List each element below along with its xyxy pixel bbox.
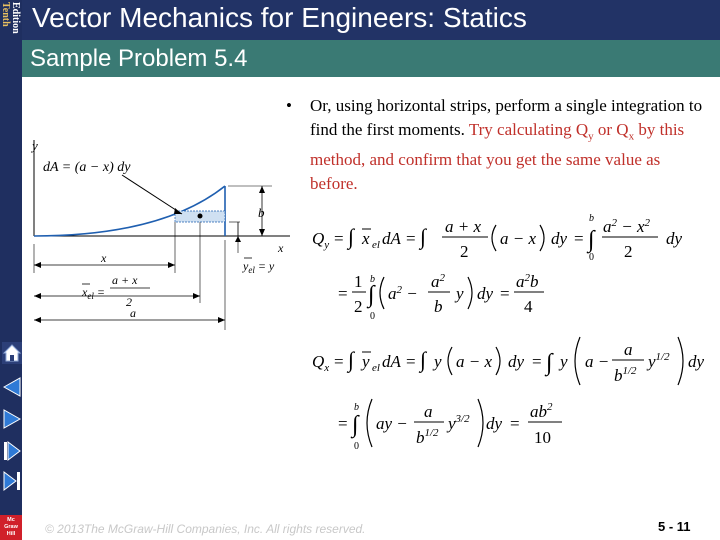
mcgraw-hill-logo: Mc Graw Hill	[0, 515, 22, 540]
svg-text:b: b	[434, 297, 443, 316]
svg-text:a2: $a^2$	[431, 272, 445, 291]
xel-label: $x_{el}$ =	[82, 285, 105, 301]
svg-text:y: y	[560, 352, 568, 371]
svg-text:=: =	[338, 284, 348, 303]
dA-leader	[122, 175, 182, 214]
svg-text:dy: dy	[477, 284, 494, 303]
svg-text:a2 − x2: $a^2 - x^2$	[603, 217, 651, 236]
a-label: a	[130, 306, 136, 320]
svg-text:el: el	[372, 362, 380, 374]
svg-text:4: 4	[524, 297, 533, 316]
svg-text:a −: a −	[585, 352, 610, 371]
svg-text:dy: dy	[551, 229, 568, 248]
bullet-point	[286, 94, 711, 196]
bullet-black-text: Or, using horizontal strips, perform a single integration to find the first moments.	[310, 96, 703, 139]
svg-text:0: 0	[370, 311, 375, 322]
svg-text:y1/2: $y^{1/2}$	[648, 351, 670, 371]
prev-icon	[2, 408, 22, 430]
svg-text:10: 10	[534, 428, 551, 447]
a-plus-x-label: a + x	[112, 273, 138, 287]
svg-text:∫: ∫	[420, 224, 427, 249]
svg-text:b: b	[354, 402, 359, 413]
svg-text:y3/2: $y^{3/2}$	[448, 413, 470, 433]
next-button[interactable]	[2, 440, 22, 462]
page-number: 5 - 11	[658, 519, 691, 534]
page-title: Vector Mechanics for Engineers: Statics	[32, 2, 527, 33]
svg-text:el: el	[372, 239, 380, 251]
svg-text:∫: ∫	[348, 347, 355, 372]
svg-text:dA: dA	[382, 229, 401, 248]
svg-text:∫: ∫	[588, 227, 595, 253]
svg-text:2: 2	[354, 297, 363, 316]
svg-text:y: y	[434, 352, 442, 371]
svg-text:Qx: $Q_x$	[312, 352, 330, 374]
svg-text:=: =	[334, 229, 344, 248]
copyright-notice: © 2013The McGraw-Hill Companies, Inc. All rights reserved.	[45, 522, 366, 536]
svg-text:a2b: $a^2b$	[516, 272, 539, 291]
x-axis-label: x	[278, 241, 284, 255]
svg-text:b: b	[589, 213, 594, 224]
x-dim-label: x	[101, 251, 107, 265]
svg-text:dy: dy	[486, 414, 503, 433]
back-button[interactable]	[2, 376, 22, 398]
svg-text:∫: ∫	[352, 412, 359, 438]
edition-line1: Tenth	[0, 2, 11, 27]
problem-figure	[22, 118, 290, 333]
svg-text:Qy: $Q_y$	[312, 229, 330, 251]
prev-button[interactable]	[2, 408, 22, 430]
qx-equation	[312, 337, 705, 385]
dA-label: dA = (a − x) dy	[43, 160, 131, 175]
end-icon	[2, 470, 22, 492]
svg-text:y: y	[456, 284, 464, 303]
svg-text:dy: dy	[508, 352, 525, 371]
svg-text:=: =	[574, 229, 584, 248]
yel-label: $y_{el} = y$	[243, 259, 275, 275]
svg-text:=: =	[406, 229, 416, 248]
svg-text:x: x	[362, 229, 370, 248]
qy-equation	[312, 213, 683, 263]
svg-text:b1/2: $b^{1/2}$	[416, 427, 439, 447]
svg-text:dy: dy	[688, 352, 705, 371]
next-icon	[2, 440, 22, 462]
strip-centroid	[198, 214, 203, 219]
sidebar	[0, 0, 22, 540]
svg-text:a + x: a + x	[445, 217, 482, 236]
svg-text:ab2: $ab^2$	[530, 401, 553, 421]
svg-text:b: b	[370, 274, 375, 285]
svg-text:=: =	[510, 414, 520, 433]
svg-text:=: =	[338, 414, 348, 433]
qx-result	[338, 399, 562, 452]
svg-text:dy: dy	[666, 229, 683, 248]
svg-text:=: =	[334, 352, 344, 371]
svg-text:a − x: a − x	[456, 352, 493, 371]
svg-text:2: 2	[624, 242, 633, 261]
b-label: b	[258, 205, 265, 220]
svg-text:=: =	[406, 352, 416, 371]
qy-result	[338, 272, 544, 322]
svg-text:=: =	[532, 352, 542, 371]
bullet-dot: •	[286, 96, 292, 115]
svg-text:0: 0	[589, 252, 594, 263]
svg-text:a: a	[424, 402, 433, 421]
title-bar	[22, 0, 720, 40]
svg-text:a2 −: $a^2$ −	[388, 284, 418, 303]
svg-text:a − x: a − x	[500, 229, 537, 248]
svg-text:=: =	[500, 284, 510, 303]
svg-text:y: y	[362, 352, 370, 371]
bullet-red-text: Try calculating $Q_y$ or $Q_x$ by this method, and confirm that you get the same value as before.	[310, 120, 685, 194]
svg-text:∫: ∫	[348, 224, 355, 249]
svg-text:a: a	[624, 340, 633, 359]
end-button[interactable]	[2, 470, 22, 492]
two-label: 2	[126, 295, 132, 309]
home-icon	[2, 342, 22, 364]
svg-text:1: 1	[354, 272, 363, 291]
back-icon	[2, 376, 22, 398]
svg-text:0: 0	[354, 441, 359, 452]
svg-text:∫: ∫	[420, 347, 427, 372]
svg-text:∫: ∫	[368, 282, 375, 308]
svg-text:dA: dA	[382, 352, 401, 371]
home-button[interactable]	[2, 342, 22, 364]
y-axis-label: y	[32, 138, 38, 153]
edition-label	[0, 0, 22, 46]
svg-text:∫: ∫	[546, 350, 553, 376]
svg-text:b1/2: $b^{1/2}$	[614, 365, 637, 385]
svg-text:ay −: ay −	[376, 414, 408, 433]
page-subtitle: Sample Problem 5.4	[30, 45, 248, 72]
edition-line2: Edition	[10, 2, 21, 34]
svg-text:2: 2	[460, 242, 469, 261]
subtitle-bar	[22, 40, 720, 77]
equations-block	[300, 195, 720, 475]
